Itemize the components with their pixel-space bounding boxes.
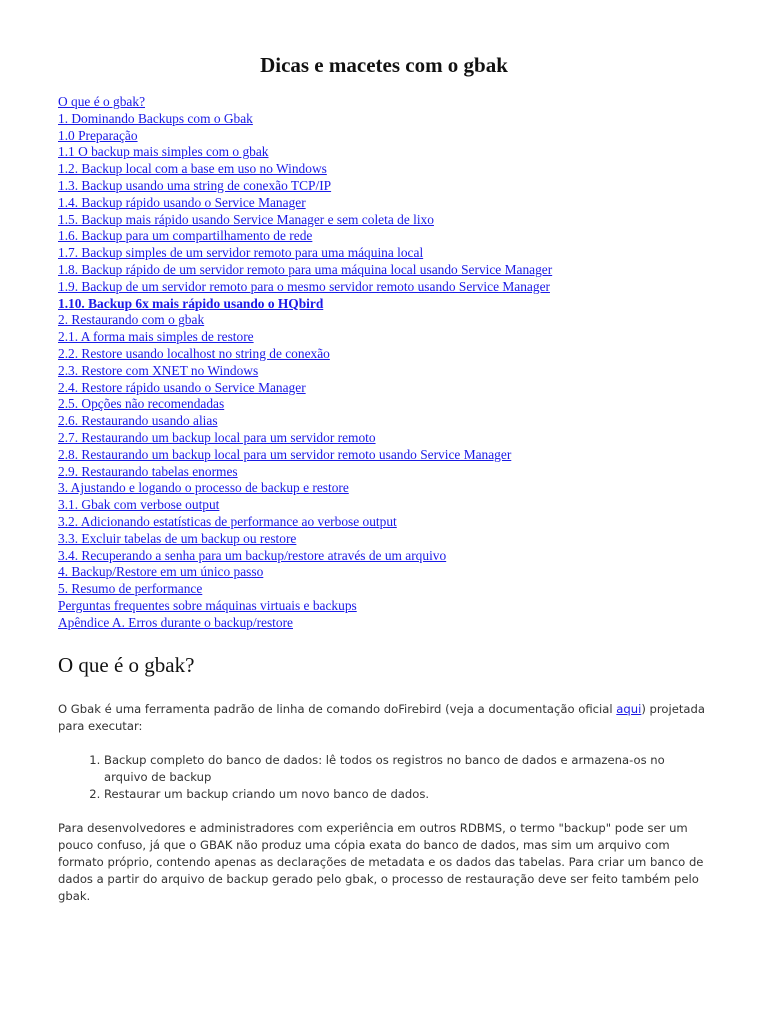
toc-item	[58, 531, 710, 548]
toc-link[interactable]: 1.2. Backup local com a base em uso no Windows	[58, 161, 327, 177]
toc-link[interactable]: 1.0 Preparação	[58, 127, 138, 143]
toc-item	[58, 363, 710, 380]
toc-item	[58, 497, 710, 514]
toc-item	[58, 346, 710, 363]
toc-item	[58, 564, 710, 581]
toc-item	[58, 178, 710, 195]
toc-link[interactable]: 1.6. Backup para um compartilhamento de rede	[58, 228, 313, 244]
toc-link[interactable]: 2.5. Opções não recomendadas	[58, 396, 225, 412]
toc-item	[58, 312, 710, 329]
toc-link[interactable]: Perguntas frequentes sobre máquinas virtuais e backups	[58, 597, 357, 613]
body-paragraph: Para desenvolvedores e administradores com experiência em outros RDBMS, o termo "backup" pode ser um pouco confuso, já que o GBAK não produz uma cópia exata do banco de dados, mas sim um arquivo com formato próprio, contendo apenas as declarações de metadata e os dados das tabelas. Para criar um banco de dados a partir do arquivo de backup gerado pelo gbak, o processo de restauração deve ser feito também pelo gbak.	[58, 820, 704, 903]
section-heading: O que é o gbak?	[58, 652, 195, 677]
toc-link[interactable]: 2.9. Restaurando tabelas enormes	[58, 463, 238, 479]
toc-link[interactable]: 2.2. Restore usando localhost no string de conexão	[58, 345, 330, 361]
toc-link[interactable]: 3.4. Recuperando a senha para um backup/restore através de um arquivo	[58, 547, 447, 563]
toc-item	[58, 447, 710, 464]
document-title: Dicas e macetes com o gbak	[260, 53, 508, 77]
toc-item	[58, 111, 710, 128]
toc-item	[58, 279, 710, 296]
toc-item	[58, 464, 710, 481]
toc-item	[58, 128, 710, 145]
toc-item	[58, 195, 710, 212]
table-of-contents	[58, 94, 710, 632]
toc-link[interactable]: O que é o gbak?	[58, 94, 146, 109]
toc-link[interactable]: 2.6. Restaurando usando alias	[58, 413, 218, 429]
toc-link[interactable]: 1.7. Backup simples de um servidor remoto para uma máquina local	[58, 245, 424, 261]
ordered-list	[58, 752, 710, 803]
toc-item	[58, 380, 710, 397]
toc-link[interactable]: 2.8. Restaurando um backup local para um servidor remoto usando Service Manager	[58, 446, 512, 462]
list-item: 2. Restaurar um backup criando um novo banco de dados.	[104, 786, 710, 803]
intro-text-before: O Gbak é uma ferramenta padrão de linha de comando doFirebird (veja a documentação oficial	[58, 701, 617, 716]
toc-item	[58, 548, 710, 565]
toc-item	[58, 396, 710, 413]
toc-item	[58, 480, 710, 497]
toc-link[interactable]: 2. Restaurando com o gbak	[58, 312, 205, 328]
toc-item	[58, 296, 710, 313]
toc-item	[58, 598, 710, 615]
toc-link[interactable]: 1. Dominando Backups com o Gbak	[58, 110, 253, 126]
toc-link[interactable]: 4. Backup/Restore em um único passo	[58, 564, 264, 580]
toc-item	[58, 615, 710, 632]
toc-item	[58, 212, 710, 229]
documentation-link[interactable]: aqui	[616, 701, 642, 716]
intro-paragraph	[58, 701, 710, 735]
toc-item	[58, 413, 710, 430]
toc-item	[58, 262, 710, 279]
toc-link[interactable]: 2.4. Restore rápido usando o Service Manager	[58, 379, 306, 395]
toc-link[interactable]: 1.1 O backup mais simples com o gbak	[58, 144, 269, 160]
toc-link[interactable]: 1.5. Backup mais rápido usando Service Manager e sem coleta de lixo	[58, 211, 434, 227]
toc-link[interactable]: 3.3. Excluir tabelas de um backup ou restore	[58, 530, 297, 546]
toc-link[interactable]: 1.8. Backup rápido de um servidor remoto para uma máquina local usando Service Manager	[58, 261, 553, 277]
toc-item	[58, 161, 710, 178]
toc-link[interactable]: Apêndice A. Erros durante o backup/restore	[58, 614, 293, 630]
toc-item	[58, 245, 710, 262]
toc-link[interactable]: 1.9. Backup de um servidor remoto para o mesmo servidor remoto usando Service Manager	[58, 278, 550, 294]
toc-item	[58, 514, 710, 531]
intro-text-after: ) projetada para executar:	[58, 701, 705, 733]
toc-link[interactable]: 1.10. Backup 6x mais rápido usando o HQbird	[58, 295, 324, 311]
toc-item	[58, 94, 710, 111]
toc-link[interactable]: 2.1. A forma mais simples de restore	[58, 329, 254, 345]
toc-item	[58, 228, 710, 245]
toc-link[interactable]: 1.3. Backup usando uma string de conexão TCP/IP	[58, 177, 332, 193]
toc-item	[58, 144, 710, 161]
toc-item	[58, 581, 710, 598]
toc-link[interactable]: 2.7. Restaurando um backup local para um servidor remoto	[58, 429, 376, 445]
toc-link[interactable]: 1.4. Backup rápido usando o Service Manager	[58, 194, 306, 210]
toc-link[interactable]: 3.1. Gbak com verbose output	[58, 497, 220, 513]
toc-item	[58, 329, 710, 346]
toc-link[interactable]: 2.3. Restore com XNET no Windows	[58, 362, 259, 378]
toc-link[interactable]: 5. Resumo de performance	[58, 581, 203, 597]
toc-item	[58, 430, 710, 447]
toc-link[interactable]: 3. Ajustando e logando o processo de backup e restore	[58, 480, 349, 496]
list-item: 1. Backup completo do banco de dados: lê todos os registros no banco de dados e armazena-os no arquivo de backup	[104, 752, 710, 786]
toc-link[interactable]: 3.2. Adicionando estatísticas de performance ao verbose output	[58, 513, 397, 529]
